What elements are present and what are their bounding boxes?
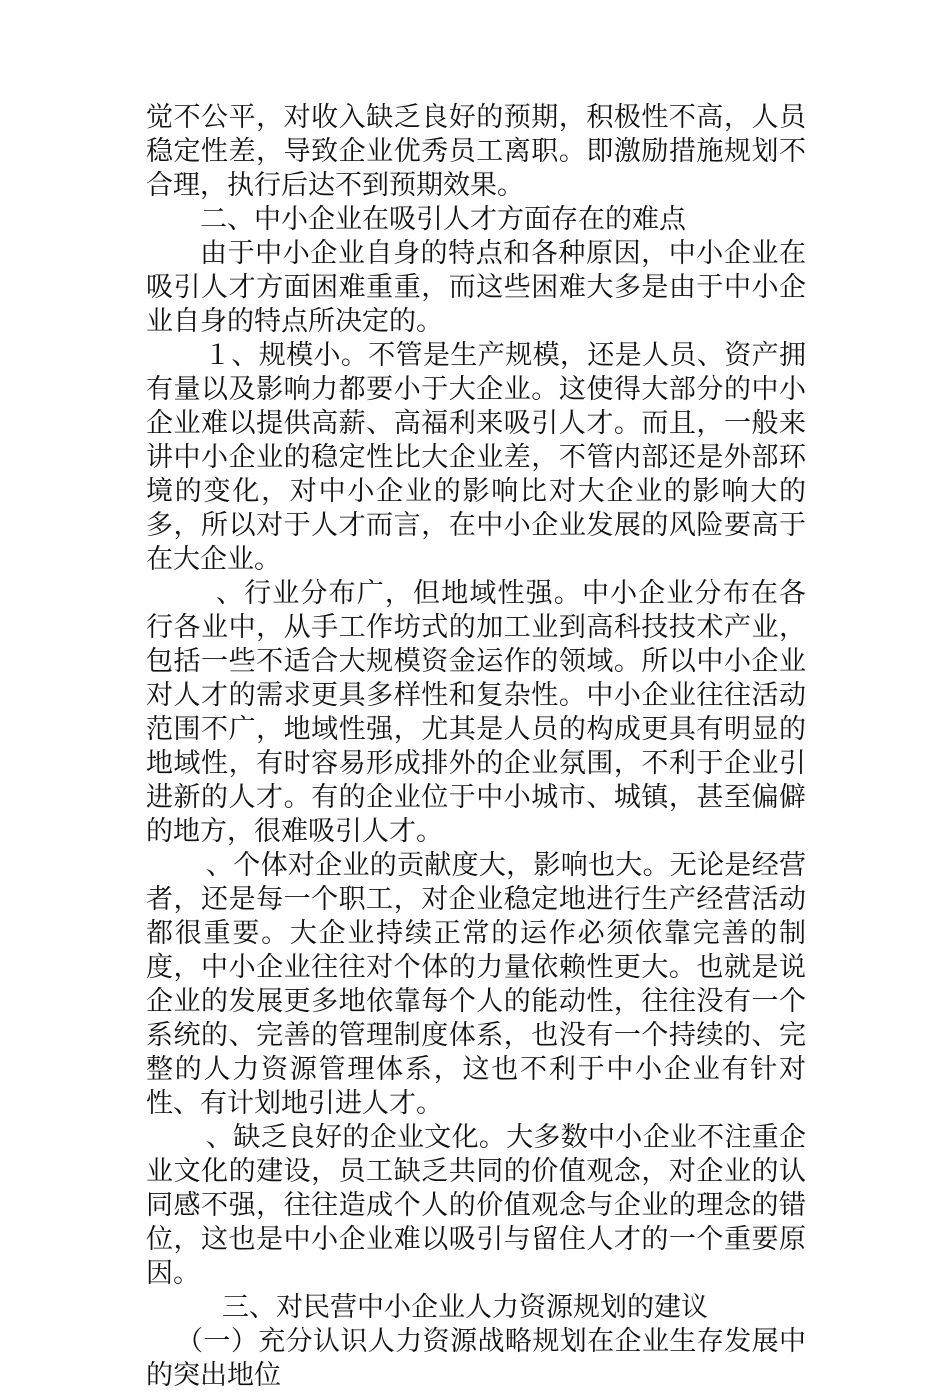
paragraph-item-4: 、缺乏良好的企业文化。大多数中小企业不注重企业文化的建设，员工缺乏共同的价值观念，对企业的认同感不强，往往造成个人的价值观念与企业的理念的错位，这也是中小企业难以吸引与留住人才的一个重要原因。 (146, 1122, 806, 1289)
paragraph-intro: 由于中小企业自身的特点和各种原因，中小企业在吸引人才方面困难重重，而这些困难大多是由于中小企业自身的特点所决定的。 (146, 238, 806, 337)
section-heading-2: 二、中小企业在吸引人才方面存在的难点 (200, 204, 686, 235)
section-heading-3: 三、对民营中小企业人力资源规划的建议 (222, 1292, 708, 1323)
paragraph-item-1: １、规模小。不管是生产规模，还是人员、资产拥有量以及影响力都要小于大企业。这使得大部分的中小企业难以提供高薪、高福利来吸引人才。而且，一般来讲中小企业的稳定性比大企业差，不管内部还是外部环境的变化，对中小企业的影响比对大企业的影响大的多，所以对于人才而言，在中小企业发展的风险要高于在大企业。 (146, 340, 806, 575)
document-body (146, 101, 806, 1393)
paragraph-item-3: 、个体对企业的贡献度大，影响也大。无论是经营者，还是每一个职工，对企业稳定地进行生产经营活动都很重要。大企业持续正常的运作必须依靠完善的制度，中小企业往往对个体的力量依赖性更大。也就是说企业的发展更多地依靠每个人的能动性，往往没有一个系统的、完善的管理制度体系，也没有一个持续的、完整的人力资源管理体系，这也不利于中小企业有针对性、有计划地引进人才。 (146, 850, 806, 1119)
paragraph-item-2: 、行业分布广，但地域性强。中小企业分布在各行各业中，从手工作坊式的加工业到高科技技术产业，包括一些不适合大规模资金运作的领域。所以中小企业对人才的需求更具多样性和复杂性。中小企业往往活动范围不广，地域性强，尤其是人员的构成更具有明显的地域性，有时容易形成排外的企业氛围，不利于企业引进新的人才。有的企业位于中小城市、城镇，甚至偏僻的地方，很难吸引人才。 (146, 578, 806, 847)
subsection-heading-1: （一）充分认识人力资源战略规划在企业生存发展中的突出地位 (146, 1326, 806, 1391)
paragraph-continuation: 觉不公平，对收入缺乏良好的预期，积极性不高，人员稳定性差，导致企业优秀员工离职。即激励措施规划不合理，执行后达不到预期效果。 (146, 102, 806, 201)
